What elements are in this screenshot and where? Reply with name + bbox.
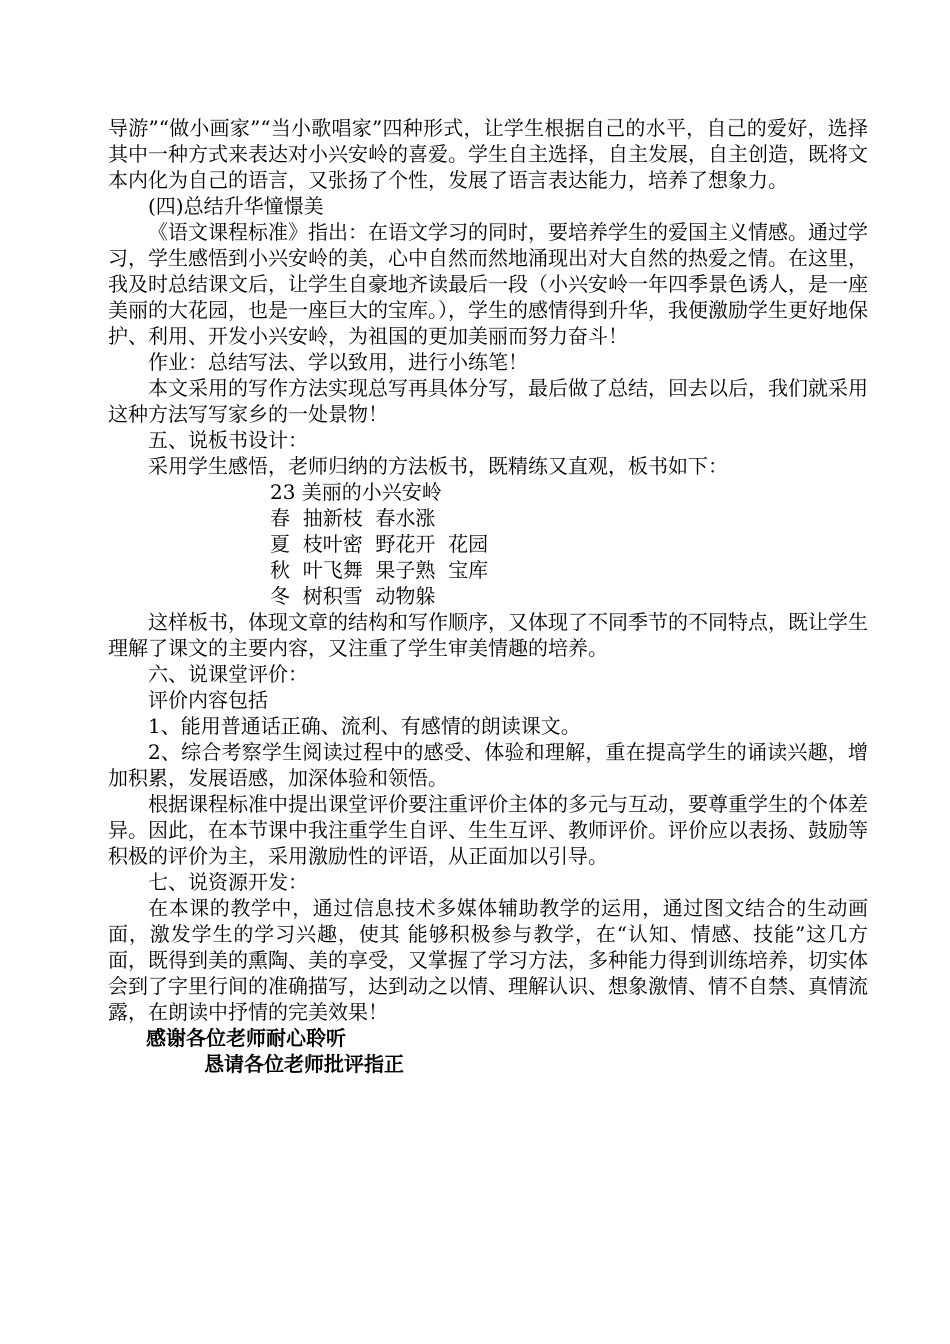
section-heading-summary: (四)总结升华憧憬美 [148, 194, 324, 218]
list-item-evaluation-2: 2、综合考察学生阅读过程中的感受、体验和理解，重在提高学生的诵读兴趣，增加积累，发展语感，加深体验和领悟。 [108, 740, 868, 790]
blackboard-design [108, 479, 868, 609]
closing-thanks: 感谢各位老师耐心聆听 [146, 1026, 346, 1050]
paragraph-activity-forms: 导游”“做小画家”“当小歌唱家”四种形式，让学生根据自己的水平，自己的爱好，选择其中一种方式来表达对小兴安岭的喜爱。学生自主选择，自主发展，自主创造，既将文本内化为自己的语言，又张扬了个性，发展了语言表达能力，培养了想象力。 [108, 116, 868, 192]
board-title: 23 美丽的小兴安岭 [270, 480, 442, 504]
board-row-autumn: 秋 叶飞舞 果子熟 宝库 [270, 558, 489, 582]
board-row-summer: 夏 枝叶密 野花开 花园 [270, 532, 489, 556]
board-row-spring: 春 抽新枝 春水涨 [270, 506, 436, 530]
paragraph-writing-method: 本文采用的写作方法实现总写再具体分写，最后做了总结，回去以后，我们就采用这种方法写写家乡的一处景物！ [108, 376, 868, 426]
paragraph-evaluation-principle: 根据课程标准中提出课堂评价要注重评价主体的多元与互动，要尊重学生的个体差异。因此，在本节课中我注重学生自评、生生互评、教师评价。评价应以表扬、鼓励等积极的评价为主，采用激励性的评语，从正面加以引导。 [108, 792, 868, 868]
paragraph-board-explanation: 这样板书，体现文章的结构和写作顺序，又体现了不同季节的不同特点，既让学生理解了课文的主要内容，又注重了学生审美情趣的培养。 [108, 610, 868, 660]
list-item-evaluation-1: 1、能用普通话正确、流利、有感情的朗读课文。 [148, 714, 581, 738]
section-heading-board-design: 五、说板书设计： [148, 428, 308, 452]
board-row-winter: 冬 树积雪 动物躲 [270, 584, 436, 608]
document-page [108, 115, 868, 1077]
paragraph-resources: 在本课的教学中，通过信息技术多媒体辅助教学的运用，通过图文结合的生动画面，激发学生的学习兴趣，使其 能够积极参与教学，在“认知、情感、技能”这几方面，既得到美的熏陶、美的享受，又掌握了学习方法，多种能力得到训练培养，切实体会到了字里行间的准确描写，达到动之以情、理解认识、想象激情、情不自禁、真情流露，在朗读中抒情的完美效果！ [108, 896, 868, 1024]
closing-request: 恳请各位老师批评指正 [204, 1052, 404, 1076]
paragraph-evaluation-content: 评价内容包括 [148, 688, 268, 712]
paragraph-curriculum-standard: 《语文课程标准》指出：在语文学习的同时，要培养学生的爱国主义情感。通过学习，学生感悟到小兴安岭的美，心中自然而然地涌现出对大自然的热爱之情。在这里，我及时总结课文后，让学生自豪地齐读最后一段（小兴安岭一年四季景色诱人，是一座美丽的大花园，也是一座巨大的宝库。），学生的感情得到升华，我便激励学生更好地保护、利用、开发小兴安岭，为祖国的更加美丽而努力奋斗！ [108, 220, 868, 348]
section-heading-evaluation: 六、说课堂评价： [148, 662, 308, 686]
paragraph-board-intro: 采用学生感悟，老师归纳的方法板书，既精练又直观，板书如下： [148, 454, 728, 478]
paragraph-homework: 作业：总结写法、学以致用，进行小练笔！ [148, 350, 528, 374]
section-heading-resources: 七、说资源开发： [148, 870, 308, 894]
